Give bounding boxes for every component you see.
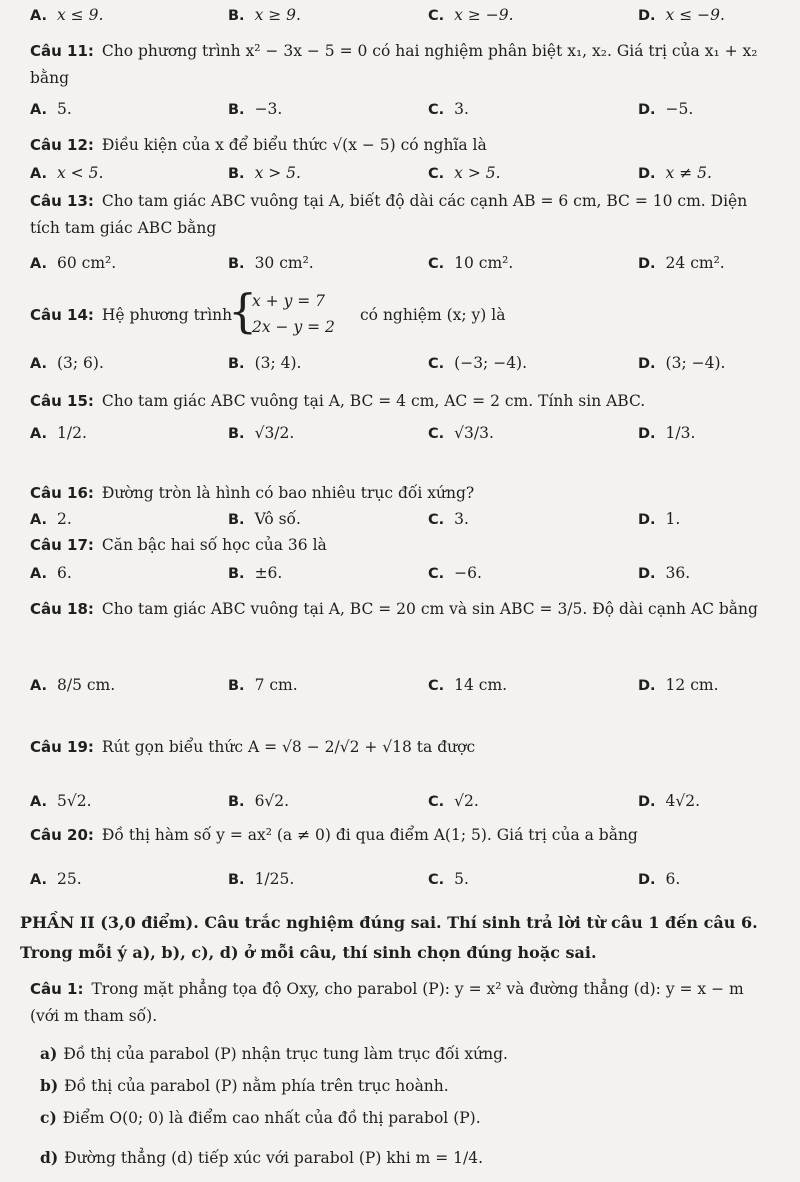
q16-stem: Câu 16: Đường tròn là hình có bao nhiêu trục đối xứng?: [30, 484, 475, 502]
q13-stem: Câu 13: Cho tam giác ABC vuông tại A, biết độ dài các cạnh AB = 6 cm, BC = 10 cm. Diện tích tam giác ABC bằng: [30, 192, 748, 238]
q10-options: [0, 6, 800, 32]
part2-q1-item-c: c) Điểm O(0; 0) là điểm cao nhất của đồ thị parabol (P).: [40, 1108, 481, 1127]
system-brace: {: [228, 284, 258, 338]
q17-stem: Câu 17: Căn bậc hai số học của 36 là: [30, 536, 327, 554]
part2-q1-item-b: b) Đồ thị của parabol (P) nằm phía trên trục hoành.: [40, 1076, 449, 1095]
q12-option-a: A. x < 5.: [30, 164, 104, 182]
q13-option-a: A. 60 cm².: [30, 254, 117, 272]
q10-option-c: C. x ≥ −9.: [428, 6, 514, 24]
q17-option-b: B. ±6.: [228, 564, 283, 582]
q14-option-d: D. (3; −4).: [638, 354, 726, 372]
q20-options: [0, 870, 800, 906]
q20-option-c: C. 5.: [428, 870, 469, 888]
q14-stem: Câu 14: Hệ phương trình { x + y = 7 2x − y = 2 có nghiệm (x; y) là: [30, 284, 506, 338]
q14-options: [0, 354, 800, 380]
part2-q1-item-a: a) Đồ thị của parabol (P) nhận trục tung làm trục đối xứng.: [40, 1044, 508, 1063]
q16-option-c: C. 3.: [428, 510, 469, 528]
q16-option-d: D. 1.: [638, 510, 681, 528]
q12-option-b: B. x > 5.: [228, 164, 301, 182]
q19-option-a: A. 5√2.: [30, 792, 92, 810]
q16-option-b: B. Vô số.: [228, 510, 301, 528]
q19-stem: Câu 19: Rút gọn biểu thức A = √8 − 2/√2 + √18 ta được: [30, 738, 476, 756]
q10-option-b: B. x ≥ 9.: [228, 6, 301, 24]
q11-option-a: A. 5.: [30, 100, 72, 118]
q12-stem: Câu 12: Điều kiện của x để biểu thức √(x − 5) có nghĩa là: [30, 136, 487, 154]
q18-option-c: C. 14 cm.: [428, 676, 508, 694]
q15-option-b: B. √3/2.: [228, 424, 295, 442]
q15-stem: Câu 15: Cho tam giác ABC vuông tại A, BC = 4 cm, AC = 2 cm. Tính sin ABC.: [30, 392, 646, 410]
q18-stem: Câu 18: Cho tam giác ABC vuông tại A, BC = 20 cm và sin ABC = 3/5. Độ dài cạnh AC bằng: [30, 600, 758, 618]
q13-option-c: C. 10 cm².: [428, 254, 514, 272]
q11-option-d: D. −5.: [638, 100, 694, 118]
q15-option-c: C. √3/3.: [428, 424, 494, 442]
q11-option-b: B. −3.: [228, 100, 283, 118]
q12-option-d: D. x ≠ 5.: [638, 164, 712, 182]
q15-options: [0, 424, 800, 464]
q17-option-c: C. −6.: [428, 564, 482, 582]
q19-option-d: D. 4√2.: [638, 792, 701, 810]
q16-option-a: A. 2.: [30, 510, 72, 528]
q14-option-a: A. (3; 6).: [30, 354, 104, 372]
q10-option-d: D. x ≤ −9.: [638, 6, 725, 24]
q12-options: [0, 164, 800, 190]
q14-option-b: B. (3; 4).: [228, 354, 302, 372]
q17-options: [0, 564, 800, 590]
part2-q1-item-d: d) Đường thẳng (d) tiếp xúc với parabol (P) khi m = 1/4.: [40, 1148, 484, 1167]
q20-option-b: B. 1/25.: [228, 870, 295, 888]
q20-option-a: A. 25.: [30, 870, 82, 888]
q13-option-d: D. 24 cm².: [638, 254, 725, 272]
q19-option-c: C. √2.: [428, 792, 479, 810]
q18-options: [0, 676, 800, 716]
q18-option-a: A. 8/5 cm.: [30, 676, 116, 694]
q18-option-d: D. 12 cm.: [638, 676, 719, 694]
q15-option-d: D. 1/3.: [638, 424, 696, 442]
q12-option-c: C. x > 5.: [428, 164, 501, 182]
q14-option-c: C. (−3; −4).: [428, 354, 528, 372]
q13-options: [0, 254, 800, 280]
q17-option-a: A. 6.: [30, 564, 72, 582]
q19-options: [0, 792, 800, 818]
q11-option-c: C. 3.: [428, 100, 469, 118]
system-equations: x + y = 7 2x − y = 2: [252, 292, 335, 336]
q13-option-b: B. 30 cm².: [228, 254, 314, 272]
q20-stem: Câu 20: Đồ thị hàm số y = ax² (a ≠ 0) đi qua điểm A(1; 5). Giá trị của a bằng: [30, 826, 638, 844]
q17-option-d: D. 36.: [638, 564, 691, 582]
part2-q1-stem: Câu 1: Trong mặt phẳng tọa độ Oxy, cho parabol (P): y = x² và đường thẳng (d): y = x − m (với m tham số).: [30, 980, 744, 1026]
q20-option-d: D. 6.: [638, 870, 681, 888]
q15-option-a: A. 1/2.: [30, 424, 87, 442]
q11-stem: Câu 11: Cho phương trình x² − 3x − 5 = 0 có hai nghiệm phân biệt x₁, x₂. Giá trị của x₁ + x₂ bằng: [30, 42, 758, 88]
q18-option-b: B. 7 cm.: [228, 676, 298, 694]
q10-option-a: A. x ≤ 9.: [30, 6, 104, 24]
q11-options: [0, 100, 800, 126]
part2-heading: PHẦN II (3,0 điểm). Câu trắc nghiệm đúng sai. Thí sinh trả lời từ câu 1 đến câu 6. Trong mỗi ý a), b), c), d) ở mỗi câu, thí sinh chọn đúng hoặc sai.: [20, 913, 758, 962]
q19-option-b: B. 6√2.: [228, 792, 290, 810]
